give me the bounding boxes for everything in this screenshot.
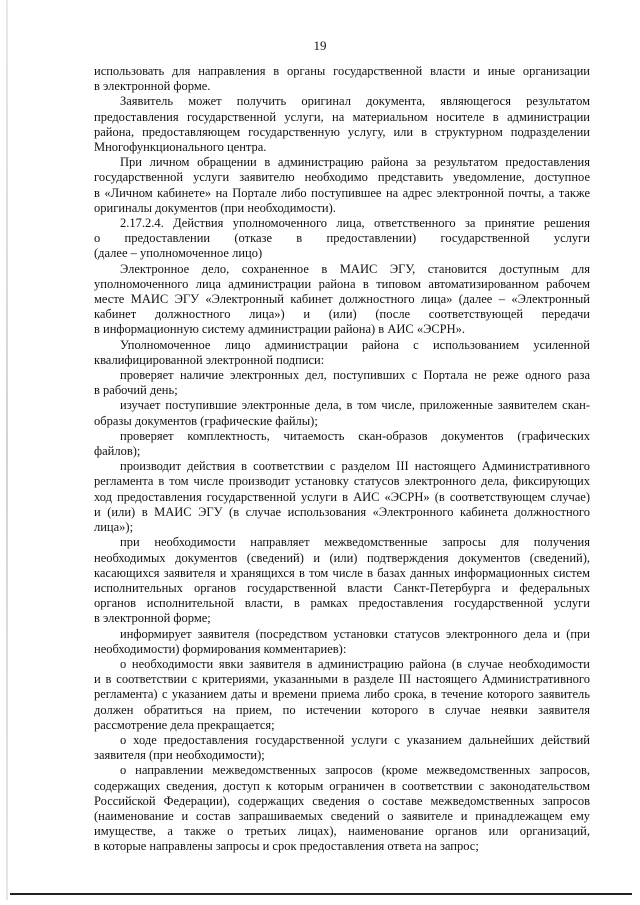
text-line: проверяет комплектность, читаемость скан-образов документов (графических: [120, 428, 590, 443]
text-line: предоставления государственной услуги, на материальном носителе в администрации: [94, 109, 590, 124]
text-line: о необходимости явки заявителя в администрацию района (в случае необходимости: [120, 656, 590, 671]
text-line: Многофункционального центра.: [94, 140, 267, 155]
text-line: исполнительных органов государственной власти Санкт-Петербурга и федеральных: [94, 580, 590, 595]
text-line: рассмотрение дела прекращается;: [94, 717, 275, 732]
text-line: файлов);: [94, 444, 141, 459]
text-line: ход предоставления государственной услуги в АИС «ЭСРН» (в соответствующем случае): [94, 489, 590, 504]
text-line: имуществе, а также о третьих лицах), наименование органов или организаций,: [94, 824, 590, 839]
text-line: о направлении межведомственных запросов (кроме межведомственных запросов,: [120, 763, 590, 778]
text-line: проверяет наличие электронных дел, поступивших с Портала не реже одного раза: [120, 368, 590, 383]
text-line: необходимых документов (сведений) и (или) подтверждения документов (сведений),: [94, 550, 590, 565]
text-line: в которые направлены запросы и срок предоставления ответа на запрос;: [94, 839, 479, 854]
text-line: органов исполнительной власти, в рамках предоставления государственной услуги: [94, 596, 590, 611]
text-line: оригиналы документов (при необходимости).: [94, 200, 336, 215]
text-line: кабинет должностного лица») и (или) (после соответствующей передачи: [94, 307, 590, 322]
text-line: о ходе предоставления государственной услуги с указанием дальнейших действий: [120, 732, 590, 747]
text-line: необходимости) формирования комментариев):: [94, 641, 347, 656]
text-line: Уполномоченное лицо администрации района с использованием усиленной: [120, 337, 590, 352]
text-line: касающихся заявителя и хранящихся в том числе в базах данных информационных систем: [94, 565, 590, 580]
text-line: и (или) в МАИС ЭГУ (в случае использования «Электронного кабинета должностного: [94, 504, 590, 519]
text-line: в электронной форме;: [94, 611, 211, 626]
scan-left-edge: [6, 0, 8, 900]
page-number: 19: [313, 38, 327, 53]
text-line: При личном обращении в администрацию района за результатом предоставления: [120, 155, 590, 170]
text-line: лица»);: [94, 520, 134, 535]
text-line: (наименование и состав запрашиваемых сведений о заявителе и принадлежащем ему: [94, 808, 590, 823]
text-line: Российской Федерации), содержащих сведения о составе межведомственных запросов: [94, 793, 590, 808]
text-line: регламента) с указанием даты и времени приема либо срока, в течение которого заявитель: [94, 687, 590, 702]
text-line: должен обратиться на прием, по истечении которого в случае неявки заявителя: [94, 702, 590, 717]
text-line: 2.17.2.4. Действия уполномоченного лица, ответственного за принятие решения: [120, 216, 590, 231]
text-line: Заявитель может получить оригинал документа, являющегося результатом: [120, 94, 590, 109]
text-line: образы документов (графические файлы);: [94, 413, 318, 428]
text-line: в электронной форме.: [94, 79, 211, 94]
text-line: в «Личном кабинете» на Портале либо поступившее на адрес электронной почты, а также: [94, 185, 590, 200]
text-line: и в соответствии с критериями, указанными в разделе III настоящего Административного: [94, 672, 590, 687]
text-line: производит действия в соответствии с разделом III настоящего Административного: [120, 459, 590, 474]
scan-bottom-edge: [10, 893, 632, 895]
text-line: содержащих сведения, доступ к которым ограничен в соответствии с законодательством: [94, 778, 590, 793]
text-line: в рабочий день;: [94, 383, 178, 398]
text-line: в информационную систему администрации района) в АИС «ЭСРН».: [94, 322, 466, 337]
text-line: (далее – уполномоченное лицо): [94, 246, 263, 261]
text-line: использовать для направления в органы государственной власти и иные организации: [94, 64, 590, 78]
text-line: района, предоставляющем государственную услугу, или в структурном подразделении: [94, 124, 590, 139]
text-line: Электронное дело, сохраненное в МАИС ЭГУ, становится доступным для: [120, 261, 590, 276]
text-line: информирует заявителя (посредством установки статусов электронного дела и (при: [120, 626, 590, 641]
text-line: изучает поступившие электронные дела, в том числе, приложенные заявителем скан-: [120, 398, 590, 413]
text-line: заявителя (при необходимости);: [94, 748, 265, 763]
text-line: о предоставлении (отказе в предоставлении) государственной услуги: [94, 231, 590, 246]
body-text: [94, 64, 590, 855]
text-line: государственной услуги заявителю необходимо представить уведомление, доступное: [94, 170, 590, 185]
text-line: регламента в том числе производит установку статусов электронного дела, фиксирующих: [94, 474, 590, 489]
text-line: при необходимости направляет межведомственные запросы для получения: [120, 535, 590, 550]
text-line: квалифицированной электронной подписи:: [94, 352, 325, 367]
text-line: месте МАИС ЭГУ «Электронный кабинет должностного лица» (далее – «Электронный: [94, 292, 590, 307]
text-line: уполномоченного лица администрации района в типовом автоматизированном рабочем: [94, 276, 590, 291]
